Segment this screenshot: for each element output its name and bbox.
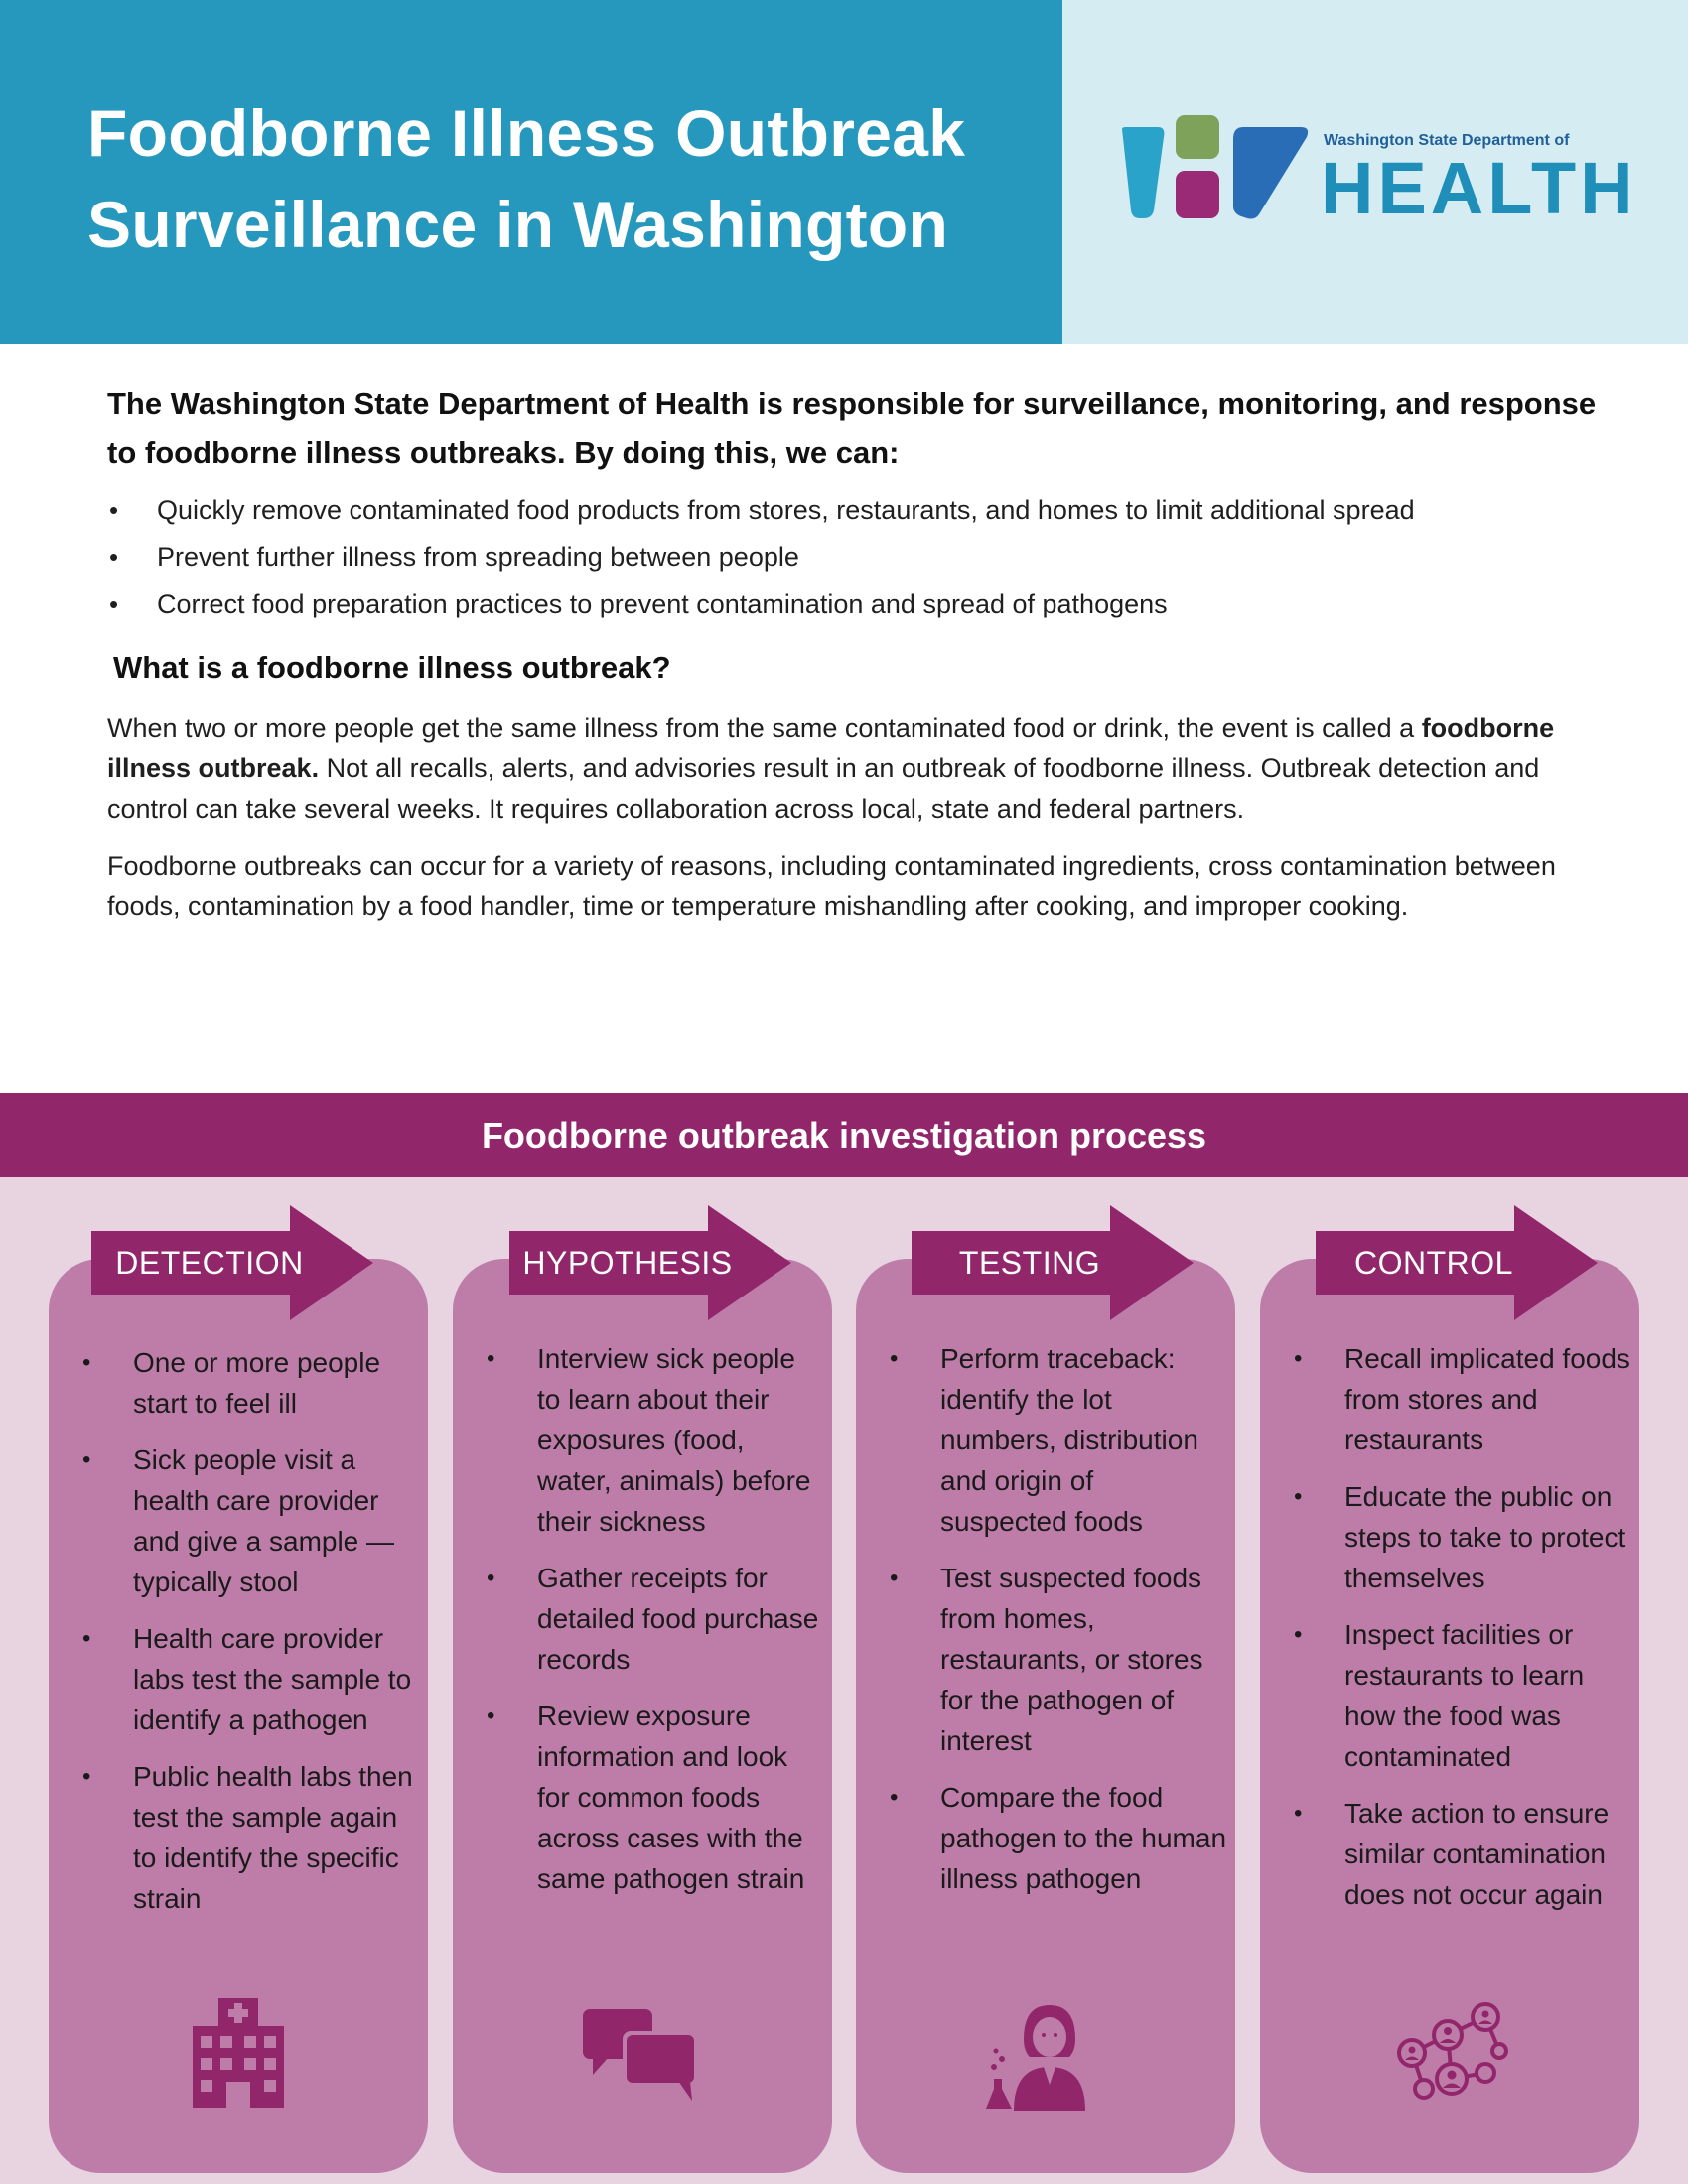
benefit-item: • Quickly remove contaminated food products from stores, restaurants, and homes to limit additional spread [107, 490, 1597, 531]
causes-paragraph: Foodborne outbreaks can occur for a variety of reasons, including contaminated ingredients, cross contamination between foods, contamination by a food handler, time or temperature mishandling after cooking, and improper cooking. [107, 851, 1556, 921]
step-item: • Recall implicated foods from stores and restaurants [1294, 1338, 1631, 1460]
section-question: What is a foodborne illness outbreak? [113, 650, 671, 685]
intro-section [107, 379, 1597, 943]
step-item: • Interview sick people to learn about their exposures (food, water, animals) before their sickness [487, 1338, 824, 1542]
definition-text-a: When two or more people get the same illness from the same contaminated food or drink, the event is called a [107, 713, 1422, 743]
hospital-icon [179, 1998, 298, 2108]
intro-lead: The Washington State Department of Health is responsible for surveillance, monitoring, and response to foodborne illness outbreaks. By doing this, we can: [107, 386, 1597, 470]
step-label-hypothesis: HYPOTHESIS [522, 1245, 733, 1281]
scientist-icon [986, 2001, 1105, 2111]
benefit-item: • Correct food preparation practices to prevent contamination and spread of pathogens [107, 584, 1597, 624]
page-title [87, 87, 1041, 270]
benefit-list [107, 490, 1597, 624]
step-list [890, 1338, 1227, 1915]
benefit-item: • Prevent further illness from spreading between people [107, 537, 1597, 578]
step-item: • Educate the public on steps to take to protect themselves [1294, 1476, 1631, 1598]
step-item: • Perform traceback: identify the lot numbers, distribution and origin of suspected foods [890, 1338, 1227, 1542]
step-item: • Compare the food pathogen to the human illness pathogen [890, 1777, 1227, 1899]
step-label-control: CONTROL [1354, 1245, 1513, 1281]
step-item: • Public health labs then test the sample again to identify the specific strain [82, 1756, 420, 1919]
step-item: • One or more people start to feel ill [82, 1342, 420, 1424]
definition-text-b: Not all recalls, alerts, and advisories result in an outbreak of foodborne illness. Outbreak detection and control can take several weeks. It requires collaboration across local, state and federal partners. [107, 753, 1540, 824]
logo-health-text: HEALTH [1321, 147, 1637, 229]
step-item: • Health care provider labs test the sample to identify a pathogen [82, 1618, 420, 1740]
definition-term: foodborne illness outbreak. [107, 713, 1555, 783]
step-card-control [1260, 1259, 1639, 2173]
title-line-1: Foodborne Illness Outbreak [87, 96, 966, 170]
logo-department-text: Washington State Department of [1324, 132, 1570, 149]
step-list [1294, 1338, 1631, 1931]
step-card-hypothesis [453, 1259, 832, 2173]
step-card-testing [856, 1259, 1235, 2173]
chat-bubbles-icon [583, 2005, 702, 2115]
step-list [82, 1342, 420, 1935]
step-item: • Gather receipts for detailed food purchase records [487, 1558, 824, 1680]
step-item: • Sick people visit a health care provider and give a sample — typically stool [82, 1439, 420, 1602]
step-list [487, 1338, 824, 1915]
definition-paragraph [107, 708, 1597, 830]
step-item: • Inspect facilities or restaurants to learn how the food was contaminated [1294, 1614, 1631, 1777]
step-item: • Review exposure information and look for common foods across cases with the same pathogen strain [487, 1696, 824, 1899]
process-title: Foodborne outbreak investigation process [0, 1093, 1688, 1177]
title-line-2: Surveillance in Washington [87, 188, 949, 261]
network-icon [1390, 1995, 1509, 2105]
step-label-testing: TESTING [958, 1245, 1101, 1281]
step-item: • Test suspected foods from homes, restaurants, or stores for the pathogen of interest [890, 1558, 1227, 1761]
step-card-detection [49, 1259, 428, 2173]
step-item: • Take action to ensure similar contamination does not occur again [1294, 1793, 1631, 1915]
step-label-detection: DETECTION [115, 1245, 304, 1281]
